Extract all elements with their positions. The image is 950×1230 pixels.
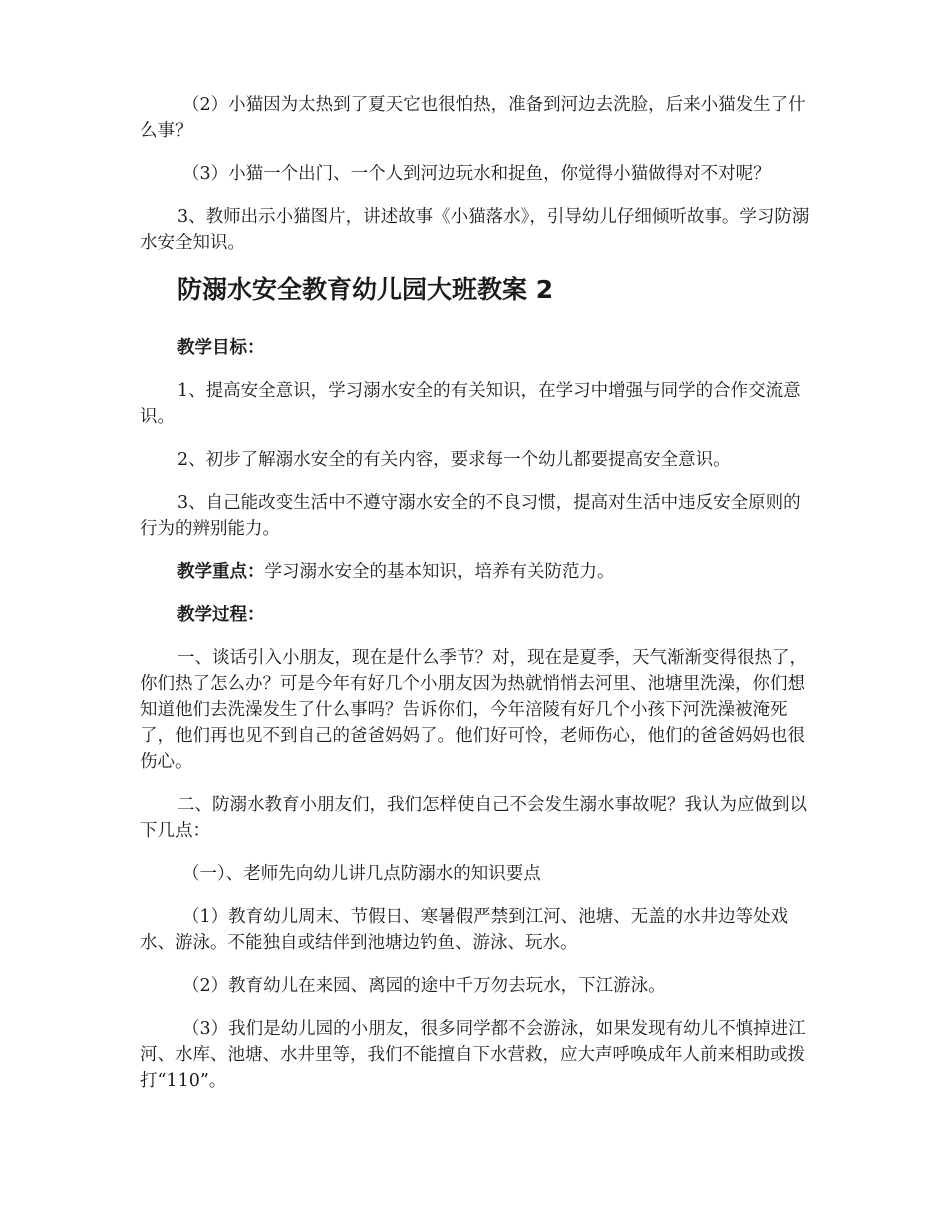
section-heading: 防溺水安全教育幼儿园大班教案 2 — [177, 275, 554, 304]
process-item: （2）教育幼儿在来园、离园的途中千万勿去玩水，下江游泳。 — [182, 976, 666, 996]
process-item: 一、谈话引入小朋友，现在是什么季节？对，现在是夏季，天气渐渐变得很热了，你们热了怎么办？可是今年有好几个小朋友因为热就悄悄去河里、池塘里洗澡，你们想知道他们去洗澡发生了什么事吗？告诉你们，今年涪陵有好几个小孩下河洗澡被淹死了，他们再也见不到自己的爸爸妈妈了。他们好可怜，老师伤心，他们的爸爸妈妈也很伤心。 — [140, 648, 807, 772]
focus-line — [140, 559, 810, 585]
goals-label: 教学目标： — [177, 338, 265, 358]
paragraph: （3）小猫一个出门、一个人到河边玩水和捉鱼，你觉得小猫做得对不对呢？ — [182, 164, 771, 184]
process-label: 教学过程： — [177, 605, 265, 625]
process-item: （1）教育幼儿周末、节假日、寒暑假严禁到江河、池塘、无盖的水井边等处戏水、游泳。不能独自或结伴到池塘边钓鱼、游泳、玩水。 — [140, 907, 789, 953]
focus-text: 学习溺水安全的基本知识，培养有关防范力。 — [264, 562, 615, 582]
goal-item: 3、自己能改变生活中不遵守溺水安全的不良习惯，提高对生活中违反安全原则的行为的辨别能力。 — [140, 493, 801, 539]
focus-label: 教学重点： — [177, 562, 265, 582]
process-item: （3）我们是幼儿园的小朋友，很多同学都不会游泳，如果发现有幼儿不慎掉进江河、水库、池塘、水井里等，我们不能擅自下水营救，应大声呼唤成年人前来相助或拨打“110”。 — [140, 1019, 806, 1091]
process-item: （一）、老师先向幼儿讲几点防溺水的知识要点 — [182, 864, 541, 884]
process-item: 二、防溺水教育小朋友们，我们怎样使自己不会发生溺水事故呢？我认为应做到以下几点： — [140, 795, 807, 841]
goal-item: 1、提高安全意识，学习溺水安全的有关知识，在学习中增强与同学的合作交流意识。 — [140, 381, 801, 427]
paragraph: （2）小猫因为太热到了夏天它也很怕热，准备到河边去洗脸，后来小猫发生了什么事？ — [140, 95, 806, 141]
goal-item: 2、初步了解溺水安全的有关内容，要求每一个幼儿都要提高安全意识。 — [177, 450, 731, 470]
paragraph: 3、教师出示小猫图片，讲述故事《小猫落水》，引导幼儿仔细倾听故事。学习防溺水安全知识。 — [140, 207, 810, 253]
